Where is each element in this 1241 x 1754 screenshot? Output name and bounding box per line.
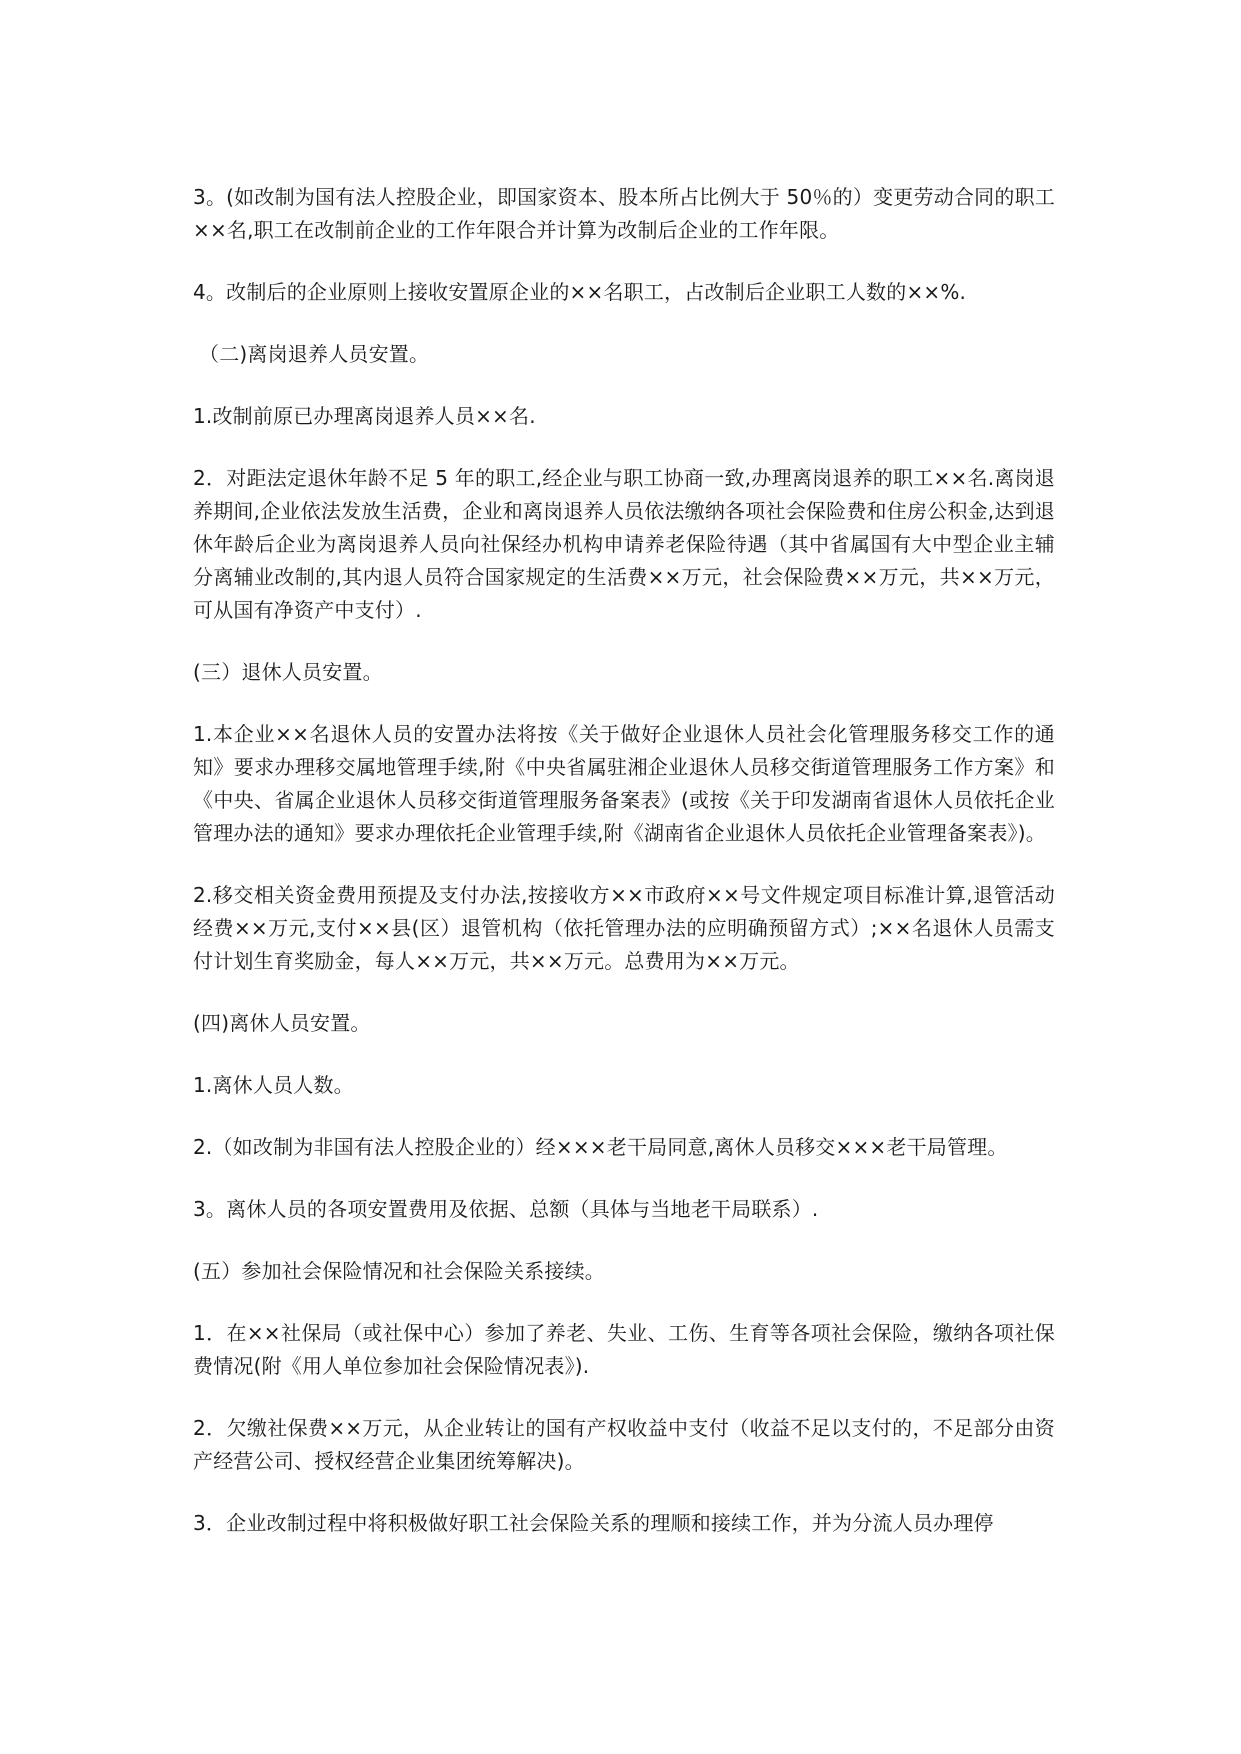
paragraph-social-insurance-arrears: 2．欠缴社保费××万元，从企业转让的国有产权收益中支付（收益不足以支付的，不足部分由资产经营公司、授权经营企业集团统筹解决)。 [193, 1416, 1055, 1473]
section-heading-social-insurance: (五）参加社会保险情况和社会保险关系接续。 [193, 1259, 606, 1283]
paragraph-early-retirement-terms: 2．对距法定退休年龄不足 5 年的职工,经企业与职工协商一致,办理离岗退养的职工××名.离岗退养期间,企业依法发放生活费，企业和离岗退养人员依法缴纳各项社会保险费和住房公积金,达到退休年龄后企业为离岗退养人员向社保经办机构申请养老保险待遇（其中省属国有大中型企业主辅分离辅业改制的,其内退人员符合国家规定的生活费××万元，社会保险费××万元，共××万元，可从国有净资产中支付）. [193, 466, 1055, 622]
paragraph-veteran-retiree-transfer: 2.（如改制为非国有法人控股企业的）经×××老干局同意,离休人员移交×××老干局管理。 [193, 1135, 1008, 1159]
section-heading-early-retirement: （二)离岗退养人员安置。 [199, 342, 430, 366]
paragraph-retiree-funding: 2.移交相关资金费用预提及支付办法,按接收方××市政府××号文件规定项目标准计算,退管活动经费××万元,支付××县(区）退管机构（依托管理办法的应明确预留方式）;××名退休人员需支付计划生育奖励金，每人××万元，共××万元。总费用为××万元。 [193, 883, 1055, 973]
paragraph-retiree-transfer-method: 1.本企业××名退休人员的安置办法将按《关于做好企业退休人员社会化管理服务移交工作的通知》要求办理移交属地管理手续,附《中央省属驻湘企业退休人员移交街道管理服务工作方案》和《中央、省属企业退休人员移交街道管理服务备案表》(或按《关于印发湖南省退休人员依托企业管理办法的通知》要求办理依托企业管理手续,附《湖南省企业退休人员依托企业管理备案表》)。 [193, 722, 1055, 845]
paragraph-veteran-retiree-count: 1.离休人员人数。 [193, 1073, 354, 1097]
paragraph-social-insurance-participation: 1．在××社保局（或社保中心）参加了养老、失业、工伤、生育等各项社会保险，缴纳各项社保费情况(附《用人单位参加社会保险情况表》). [193, 1321, 1055, 1378]
section-heading-veteran-retiree-placement: (四)离休人员安置。 [193, 1011, 371, 1035]
document-body [193, 181, 1055, 1569]
paragraph-existing-early-retirees: 1.改制前原已办理离岗退养人员××名. [193, 404, 536, 428]
paragraph-employee-placement-ratio: 4。改制后的企业原则上接收安置原企业的××名职工，占改制后企业职工人数的××%. [193, 280, 967, 304]
section-heading-retiree-placement: (三）退休人员安置。 [193, 660, 383, 684]
paragraph-veteran-retiree-costs: 3。离休人员的各项安置费用及依据、总额（具体与当地老干局联系）. [193, 1197, 819, 1221]
paragraph-social-insurance-continuation: 3．企业改制过程中将积极做好职工社会保险关系的理顺和接续工作，并为分流人员办理停 [193, 1511, 994, 1535]
paragraph-employee-contract-change: 3。(如改制为国有法人控股企业，即国家资本、股本所占比例大于 50％的）变更劳动合同的职工××名,职工在改制前企业的工作年限合并计算为改制后企业的工作年限。 [193, 185, 1055, 242]
